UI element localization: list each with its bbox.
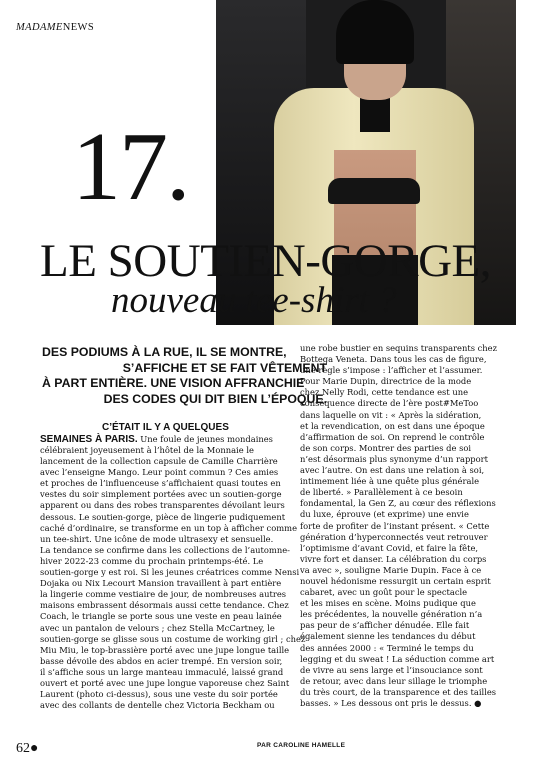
- body-line: de retour, avec dans leur sillage le triomphe: [300, 675, 488, 686]
- body-line: l’optimisme d’avant Covid, et faire la fête,: [300, 542, 479, 553]
- body-line: avec des collants de dentelle chez Victoria Beckham ou: [40, 700, 275, 711]
- body-line: maisons embrassent désormais aussi cette tendance. Chez: [40, 600, 289, 611]
- body-line: La tendance se confirme dans les collections de l’automne-: [40, 544, 290, 555]
- body-line: hiver 2022-23 comme du prochain printemps-été. Le: [40, 555, 264, 566]
- body-line: et proches de l’influenceuse s’affichaient quasi toutes en: [40, 478, 281, 489]
- photo-hair: [336, 0, 414, 64]
- body-line: pas peur de s’afficher dénudée. Elle fait: [300, 620, 470, 631]
- body-line: génération d’hyperconnectés veut retrouver: [300, 531, 488, 542]
- headline-line1: LE SOUTIEN-GORGE,: [40, 235, 491, 287]
- body-line: également sienne les tendances du début: [300, 631, 476, 642]
- body-line: dessous. Le soutien-gorge, pièce de lingerie pudiquement: [40, 511, 286, 522]
- article-number: 17.: [72, 113, 189, 221]
- body-line: apparent ou dans des robes transparentes dévoilant leurs: [40, 500, 285, 511]
- body-line: fondamental, la Gen Z, au cœur des réflexions: [300, 498, 496, 509]
- body-line: intimement liée à une quête plus générale: [300, 476, 480, 487]
- body-line: la lingerie comme vestiaire de jour, de nombreuses autres: [40, 589, 287, 600]
- page-number: 62●: [16, 741, 39, 756]
- body-line: basse dévoile des abdos en acier trempé. En version soir,: [40, 655, 283, 666]
- body-line: Coach, le triangle se porte sous une veste en peau lainée: [40, 611, 282, 622]
- intro-line: S’AFFICHE ET SE FAIT VÊTEMENT: [122, 360, 327, 375]
- body-line: et la revendication, on est dans une époque: [300, 420, 485, 431]
- body-line: nouvel hédonisme ressurgit un certain esprit: [300, 575, 491, 586]
- body-line: soutien-gorge y est roi. Si les jeunes créatrices comme Nensi: [40, 567, 300, 578]
- body-line: de liberté. » Parallèlement à ce besoin: [300, 487, 463, 498]
- body-line: d’affirmation de soi. On reprend le contrôle: [300, 431, 485, 442]
- body-line: Pour Marie Dupin, directrice de la mode: [300, 376, 472, 387]
- body-line: caché d’ordinaire, se transforme en un top à afficher comme: [40, 522, 298, 533]
- body-line: du très court, de la transparence et des tailles: [300, 686, 497, 697]
- lead-in-line2: SEMAINES À PARIS. Une foule de jeunes mondaines: [40, 433, 273, 445]
- body-column-2: [300, 343, 537, 709]
- body-line: basses. » Les dessous ont pris le dessus. ●: [300, 698, 482, 708]
- lead-in: C’ÉTAIT IL Y A QUELQUES: [102, 422, 229, 433]
- body-line: chez Nelly Rodi, cette tendance est une: [300, 387, 469, 398]
- body-line: une règle s’impose : l’afficher et l’assumer.: [300, 365, 483, 376]
- body-line: forte de profiter de l’instant présent. « Cette: [300, 520, 490, 531]
- intro-deck: [42, 345, 327, 407]
- body-line: de vivre au sens large et l’insouciance sont: [300, 664, 483, 675]
- body-line: dans laquelle on vit : « Après la sidération,: [300, 409, 482, 420]
- body-line: célébraient joyeusement à l’hôtel de la Monnaie le: [40, 445, 254, 455]
- body-line: cabaret, avec un goût pour le spectacle: [300, 587, 468, 598]
- body-line: les précédentes, la nouvelle génération n’a: [300, 609, 483, 620]
- body-line: conséquence directe de l’ère post#MeToo: [300, 398, 479, 409]
- body-line: n’est désormais plus synonyme d’un rapport: [300, 453, 489, 464]
- body-line: Dojaka ou Nix Lecourt Mansion travaillent à part entière: [40, 578, 282, 589]
- body-column-1: [40, 422, 306, 711]
- headline-line2: nouveau tee-shirt ?: [111, 280, 397, 321]
- photo-bra: [328, 178, 420, 204]
- body-line: un tee-shirt. Une icône de mode ultrasexy et sensuelle.: [40, 533, 274, 544]
- body-line: soutien-gorge se glisse sous un costume de working girl ; chez: [40, 633, 306, 644]
- magazine-section-header: MADAMENEWS: [16, 22, 95, 33]
- intro-line: DES PODIUMS À LA RUE, IL SE MONTRE,: [42, 345, 287, 359]
- body-line: legging et du sweat ! La séduction comme art: [300, 653, 495, 664]
- body-line: et les mises en scène. Moins pudique que: [300, 598, 476, 609]
- body-line: Bottega Veneta. Dans tous les cas de figure,: [300, 354, 487, 365]
- body-line: ouvert et porté avec une jupe longue vaporeuse chez Saint: [40, 677, 290, 688]
- body-line: avec l’autre. On est dans une relation à soi,: [300, 465, 485, 476]
- byline: PAR CAROLINE HAMELLE: [257, 742, 346, 749]
- body-line: va avec », souligne Marie Dupin. Face à ce: [300, 564, 482, 575]
- body-line: du luxe, éprouve (et exprime) une envie: [300, 509, 469, 520]
- body-line: vestes du soir simplement portées avec un soutien-gorge: [40, 489, 282, 500]
- intro-line: À PART ENTIÈRE. UNE VISION AFFRANCHIE: [42, 376, 305, 390]
- body-line: des années 2000 : « Terminé le temps du: [300, 642, 474, 653]
- body-line: Laurent (photo ci-dessus), sous une veste du soir portée: [40, 689, 278, 700]
- body-line: Miu Miu, le top-brassière porté avec une jupe longue taille: [40, 644, 290, 655]
- body-line: avec un pantalon de velours ; chez Stella McCartney, le: [40, 622, 275, 633]
- intro-line: DES CODES QUI DIT BIEN L’ÉPOQUE.: [103, 391, 327, 406]
- body-line: de son corps. Montrer des parties de soi: [300, 442, 472, 453]
- body-line: une robe bustier en sequins transparents chez: [300, 343, 498, 353]
- body-line: lancement de la collection capsule de Camille Charrière: [40, 456, 278, 467]
- body-line: vivre fort et danser. La célébration du corps: [300, 553, 487, 564]
- body-line: avec l’enseigne Mango. Leur point commun ? Ces amies: [40, 467, 279, 478]
- body-line: il s’affiche sous un large manteau immaculé, laissé grand: [40, 666, 284, 677]
